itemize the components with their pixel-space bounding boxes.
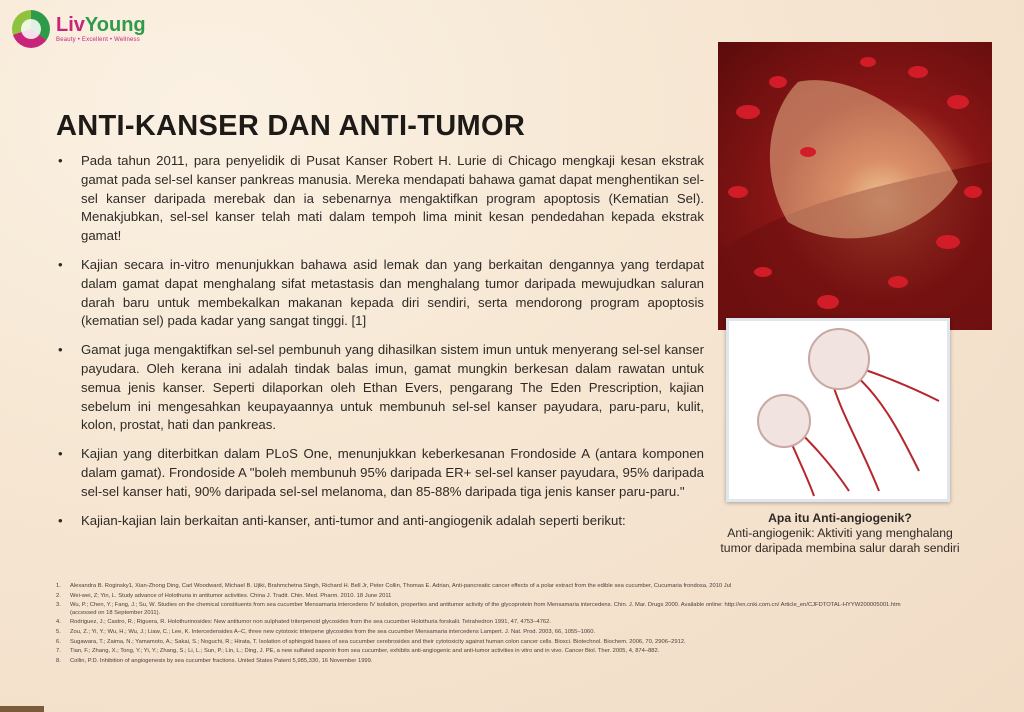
reference-item: 5. Zou, Z.; Yi, Y.; Wu, H.; Wu, J.; Liaw, C.; Lee, K. Intercedensides A–C, three new cytotoxic triterpene glycosides from the sea cucumber Mensamaria intercedens Lampert. J. Nat. Prod. 2003, 66, 1055–1060. xyxy=(56,628,596,635)
caption-title: Apa itu Anti-angiogenik? xyxy=(768,511,912,525)
blood-vessel-illustration xyxy=(718,42,992,330)
bullet-icon: • xyxy=(58,446,63,462)
bullet-icon: • xyxy=(58,342,63,358)
bullet-icon: • xyxy=(58,512,63,528)
angiogenic-caption xyxy=(720,511,960,556)
logo-icon xyxy=(12,10,50,48)
references-list xyxy=(56,583,926,667)
reference-item: 1. Alexandra B. Roginsky1, Xian-Zhong Ding, Carl Woodward, Michael B. Ujiki, Brahmchetna Singh, Richard H. Bell Jr, Peter Collin, Thomas E. Adrian, Anti-pancreatic cancer effects of a polar extract from the edible sea cucumber, Cucumaria frondosa, 2010 Jul xyxy=(56,583,732,589)
bullet-icon: • xyxy=(58,256,63,272)
bullet-item: • Gamat juga mengaktifkan sel-sel pembunuh yang dihasilkan sistem imun untuk menyerang sel-sel kanser payudara. Oleh kerana ini adalah tindak balas imun, gamat mungkin berkesan dalam rawatan untuk semua jenis kanser. Seperti dilaporkan oleh Ethan Evers, pengarang The Eden Prescription, kajian sebelum ini mengesahkan keupayaannya untuk membunuh sel-sel kanser payudara, paru-paru, kulit, kolon, prostat, hati dan pankreas. xyxy=(58,342,704,433)
brand-logo xyxy=(12,10,146,48)
bullet-list xyxy=(56,152,704,540)
bullet-item: • Kajian secara in-vitro menunjukkan bahawa asid lemak dan yang berkaitan dengannya yang terdapat dalam gamat dapat menghalang sifat metastasis dan menghalang tumor daripada mewujudkan saluran darah baru untuk membekalkan makanan kepada diri sendiri, serta mendorong program apoptosis (kematian sel) pada kadar yang sangat tinggi. [1] xyxy=(58,256,704,329)
reference-item: 8. Collin, P.D. Inhibition of angiogenesis by sea cucumber fractions. United States Patent 5,985,330, 16 November 1999. xyxy=(56,657,373,664)
brand-name: LivYoung xyxy=(56,14,146,36)
reference-item: 6. Sugawara, T.; Zaima, N.; Yamamoto, A.; Sakai, S.; Noguchi, R.; Hirata, T. Isolation of sphingoid bases of sea cucumber cerebrosides and their cytotoxicity against human colon cancer cells. Biosci. Biotechnol. Biochem. 2006, 70, 2906–2912. xyxy=(56,638,686,645)
bullet-item: • Kajian-kajian lain berkaitan anti-kanser, anti-tumor and anti-angiogenik adalah seperti berikut: xyxy=(56,512,704,531)
reference-item: 2. Wei-wei, Z; Yin, L. Study advance of Holothuria in antitumor activities. China J. Tradit. Chin. Med. Pharm. 2010. 18 June 2011 xyxy=(56,592,392,599)
reference-item: 3. Wu, P.; Chen, Y.; Fang, J.; Su, W. Studies on the chemical constituents from sea cucumber Mensamaria intercedens IV isolation, properties and antitumor activity of the glycoprotein from Mensamaria intercedens. Chin. J. Mar. Drugs 2000. Available online: http://en.cnki.com.cn/ Article_en/CJFDTOTAL-HYYW200005001.htm (accessed on 18 September 2011). xyxy=(56,602,901,616)
bullet-icon: • xyxy=(58,153,63,168)
page-title: ANTI-KANSER DAN ANTI-TUMOR xyxy=(56,110,526,142)
reference-item: 4. Rodriguez, J.; Castro, R.; Riguera, R. Holothurinosides: New antitumor non sulphated triterpenoid glycosides from the sea cucumber Holothuria forskalii. Tetrahedron 1991, 47, 4753–4762. xyxy=(56,619,551,626)
tumor-illustration xyxy=(726,318,950,502)
brand-tagline: Beauty • Excellent • Wellness xyxy=(56,37,140,43)
reference-item: 7. Tian, F.; Zhang, X.; Tong, Y.; Yi, Y.; Zhang, S.; Li, L.; Sun, P.; Lin, L.; Ding, J. PE, a new sulfated saponin from sea cucumber, exhibits anti-angiogenic and anti-tumor activities in vitro and in vivo. Cancer Biol. Ther. 2005, 4, 874–882. xyxy=(56,648,660,655)
bullet-item: • Pada tahun 2011, para penyelidik di Pusat Kanser Robert H. Lurie di Chicago mengkaji kesan ekstrak gamat pada sel-sel kanser pankreas manusia. Mereka mendapati bahawa gamat dapat menghentikan sel-sel kanser daripada merebak dan ia sebenarnya mengaktifkan program apoptosis (Kematian Sel). Menakjubkan, sel-sel kanser telah mati dalam tempoh lima minit kesan pendedahan kepada ekstrak gamat! xyxy=(58,153,704,244)
caption-text: Anti-angiogenik: Aktiviti yang menghalang tumor daripada membina salur darah sendiri xyxy=(720,526,960,555)
bullet-item: • Kajian yang diterbitkan dalam PLoS One, menunjukkan keberkesanan Frondoside A (antara komponen dalam gamat). Frondoside A "boleh membunuh 95% daripada ER+ sel-sel kanser payudara, 95% daripada sel-sel kanser hati, 90% daripada sel-sel melanoma, dan 85-88% daripada tiga jenis kanser paru-paru." xyxy=(58,446,704,499)
corner-decoration xyxy=(0,706,44,712)
